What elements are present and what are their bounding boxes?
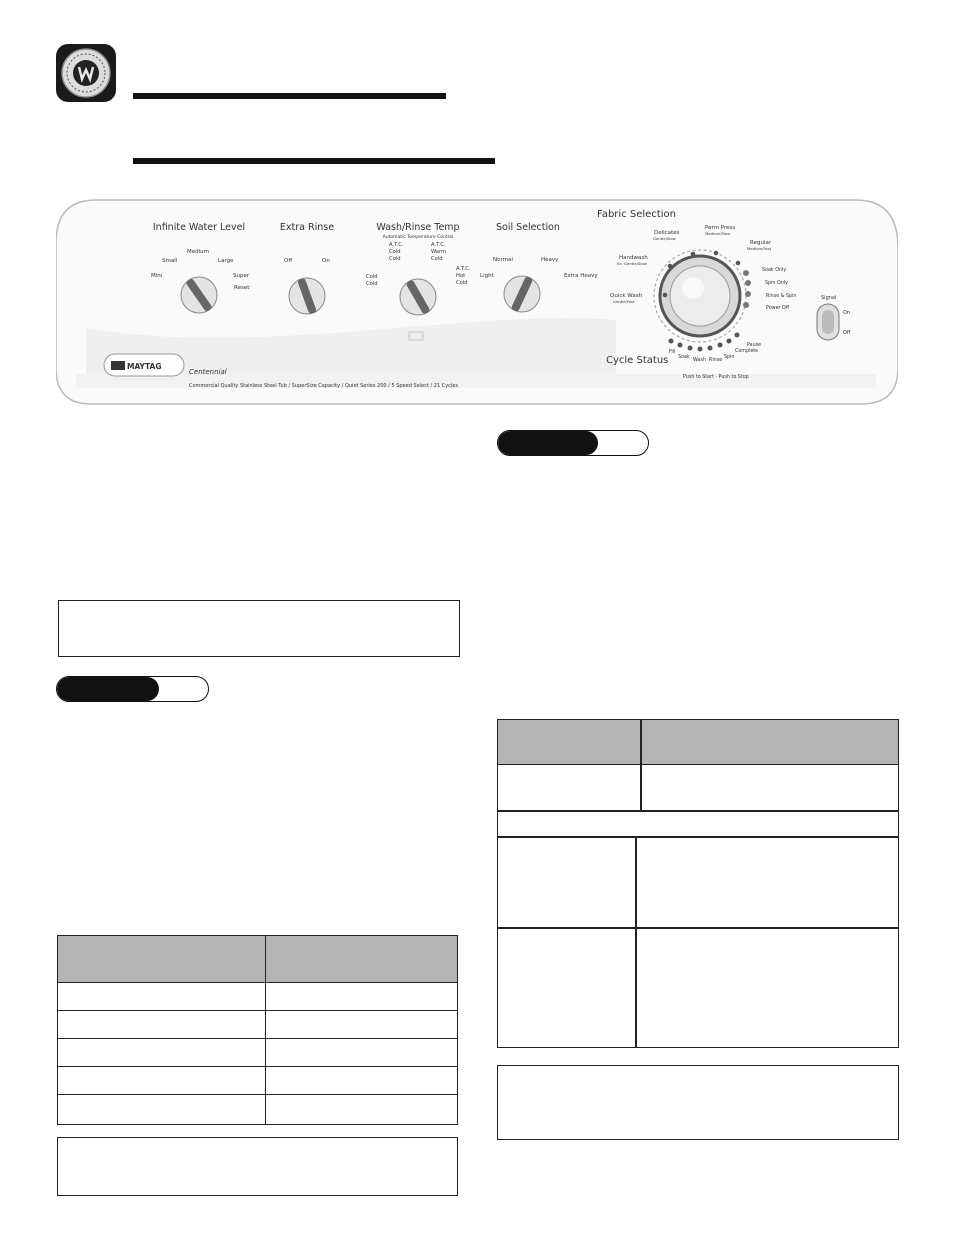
status-fill-label: Fill [669,350,676,355]
right-table-header [498,720,898,765]
fabric-perm-press-sub: Medium/Slow [705,231,731,236]
temp-cold-cold-label: Cold Cold [366,274,378,287]
soil-extra-heavy-label: Extra Heavy [564,273,598,279]
fabric-quick-wash-label: Quick Wash [610,293,643,299]
table-row [498,927,898,929]
temp-atc-cold-label: A.T.C. Cold Cold [389,242,404,262]
rinse-on-label: On [322,258,330,264]
fabric-regular-sub: Medium/Fast [747,246,772,251]
signal-on-label: On [843,310,851,316]
table-row [498,836,898,838]
left-table-header-cell [58,936,266,983]
soil-title: Soil Selection [496,222,560,233]
temp-atc-warm-label: A.T.C. Warm Cold [431,242,447,262]
table-row [58,1039,458,1067]
features-label: Commercial Quality Stainless Steel Tub / SuperSize Capacity / Quiet Series 200 / 5 Speed Select / 21 Cycles [189,383,458,389]
cycle-status-title: Cycle Status [606,355,669,366]
status-pause-label: Pause [747,343,762,348]
model-label: Centennial [189,368,227,376]
signal-switch[interactable] [817,304,839,340]
fabric-handwash-label: Handwash [619,255,648,261]
water-level-knob[interactable] [181,277,217,313]
water-medium-label: Medium [187,249,209,255]
status-complete-label: Complete [735,349,759,354]
section-pill-left [56,676,209,702]
water-large-label: Large [218,258,234,264]
table-row [58,1067,458,1095]
maytag-badge [104,354,184,376]
control-panel-illustration [56,198,898,406]
temp-atc-hot-label: A.T.C. Hot Cold [456,266,471,286]
rinse-off-label: Off [284,258,293,264]
fabric-soak-only-label: Soak Only [762,268,787,273]
note-box-2 [57,1137,458,1196]
wash-temp-subtitle: Automatic Temperature Control [382,235,454,240]
soil-heavy-label: Heavy [541,257,559,263]
soil-normal-label: Normal [493,257,513,263]
title-rule-1 [133,93,446,99]
fabric-handwash-sub: Ex. Gentle/Slow [617,261,647,266]
signal-title: Signal [821,295,837,301]
signal-off-label: Off [843,330,851,336]
fabric-delicates-label: Delicates [654,230,680,236]
fabric-rinse-spin-label: Rinse & Spin [766,294,797,299]
note-box-3 [497,1065,899,1140]
water-super-label: Super [233,273,250,279]
table-row [58,983,458,1011]
title-rule-2 [133,158,495,164]
table-row [58,1095,458,1125]
soil-light-label: Light [480,273,494,279]
table-row [498,810,898,812]
maytag-logo-icon [55,43,117,103]
wash-temp-knob[interactable] [400,279,436,315]
fabric-spin-only-label: Spin Only [765,281,788,286]
table-row [58,1011,458,1039]
water-reset-label: Reset [234,285,250,291]
water-mini-label: Mini [151,273,163,279]
status-rinse-label: Rinse [709,358,723,363]
status-spin-label: Spin [724,355,735,360]
fabric-quick-wash-sub: Gentle/Fast [613,299,635,304]
left-table [57,935,458,1125]
fabric-power-off-label: Power Off [766,306,790,311]
status-wash-label: Wash [693,358,706,363]
extra-rinse-knob[interactable] [289,278,325,315]
water-level-title: Infinite Water Level [152,222,246,233]
brand-label: MAYTAG [127,362,162,371]
fabric-delicates-sub: Gentle/Slow [653,236,676,241]
left-table-header-cell [266,936,458,983]
fabric-perm-press-label: Perm Press [705,225,736,231]
note-box-1 [58,600,460,657]
right-table [497,719,899,1048]
water-small-label: Small [162,258,178,264]
fabric-title: Fabric Selection [597,209,676,220]
section-pill-right [497,430,649,456]
extra-rinse-title: Extra Rinse [279,222,335,233]
soil-knob[interactable] [504,276,540,312]
push-hint-label: Push to Start · Push to Stop [683,375,749,380]
fabric-regular-label: Regular [750,240,772,246]
status-soak-label: Soak [678,355,690,360]
wash-temp-title: Wash/Rinse Temp [376,222,460,233]
